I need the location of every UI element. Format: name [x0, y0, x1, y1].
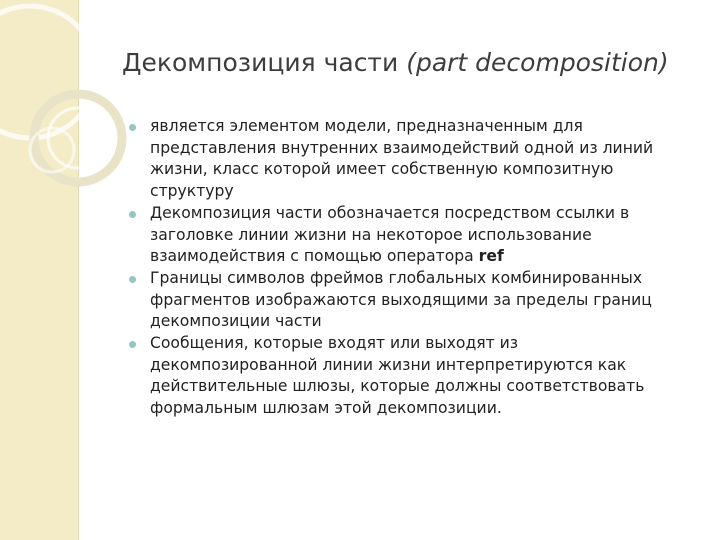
bullet-dot-icon [129, 341, 136, 348]
bullet-item [150, 203, 690, 268]
bullet-item [150, 268, 690, 333]
decorative-side-band [0, 0, 79, 540]
slide-title-ru: Декомпозиция части [122, 48, 399, 77]
bullet-dot-icon [129, 211, 136, 218]
bullet-item [150, 116, 690, 203]
bullet-text: Сообщения, которые входят или выходят из декомпозированной линии жизни интерпретируются как действительные шлюзы, которые должны соответствовать формальным шлюзам этой декомпозиции. [150, 334, 645, 418]
bullet-dot-icon [129, 124, 136, 131]
bullet-text: является элементом модели, предназначенным для представления внутренних взаимодействий одной из линий жизни, класс которой имеет собственную композитную структуру [150, 117, 654, 201]
slide-title-en: (part decomposition) [406, 48, 669, 77]
bullet-dot-icon [129, 276, 136, 283]
bullet-item [150, 333, 690, 420]
bullet-list [150, 116, 690, 420]
bullet-text: Декомпозиция части обозначается посредством ссылки в заголовке линии жизни на некоторое использование взаимодействия с помощью оператора [150, 203, 630, 266]
bullet-text: Границы символов фреймов глобальных комбинированных фрагментов изображаются выходящими за пределы границ декомпозиции части [150, 268, 652, 331]
ref-operator-keyword: ref [478, 247, 504, 266]
slide-title [122, 48, 669, 77]
